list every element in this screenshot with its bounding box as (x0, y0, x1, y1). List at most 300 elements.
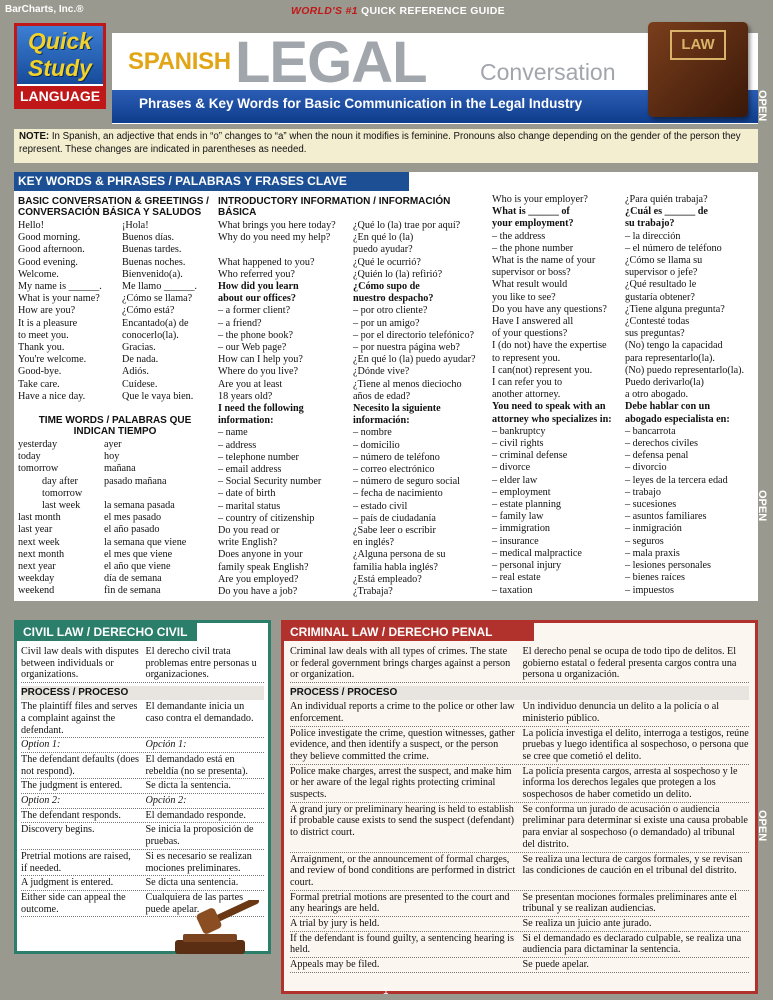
process-step (290, 727, 749, 765)
subtitle: Phrases & Key Words for Basic Communication in the Legal Industry (139, 96, 583, 111)
phrase-spanish: para representarlo(la). (625, 352, 715, 364)
phrase-spanish: el mes pasado (104, 512, 162, 524)
phrase-spanish: a otro abogado. (625, 389, 689, 401)
phrase-row (492, 316, 750, 328)
phrase-english: My name is ______. (18, 281, 102, 293)
phrase-spanish: ¿Cómo se llama su (625, 255, 703, 267)
phrase-english: – medical malpractice (492, 547, 582, 559)
process-step (21, 876, 264, 891)
civil-intro (21, 645, 264, 683)
phrase-row (492, 267, 750, 279)
phrase-row (492, 523, 750, 535)
step-english: The defendant defaults (does not respond). (21, 753, 139, 777)
phrase-row (18, 293, 212, 305)
phrase-spanish: el mes que viene (104, 548, 173, 560)
phrase-spanish: ¿Está empleado? (353, 573, 422, 585)
phrase-spanish: Encantado(a) de (122, 317, 189, 329)
step-english: Option 2: (21, 795, 61, 807)
phrase-row (18, 269, 212, 281)
step-spanish: La policía investiga el delito, interroga a testigos, reúne pruebas y luego identifica al sospechoso, o persona que se cree que cometió el delito. (522, 727, 749, 762)
phrase-row (492, 255, 750, 267)
phrase-spanish: ¿Cómo supo de (353, 281, 420, 293)
phrase-english: Where do you live? (218, 366, 299, 378)
intro-list (218, 220, 488, 598)
phrase-english: – real estate (492, 572, 541, 584)
process-step (290, 700, 749, 726)
phrase-english: What result would (492, 279, 568, 291)
criminal-intro-es: El derecho penal se ocupa de todo tipo de delitos. El gobierno estatal o federal presenta cargos contra una persona u organización. (522, 646, 737, 681)
phrase-english: You need to speak with an (492, 401, 606, 413)
phrase-spanish: supervisor o jefe? (625, 267, 698, 279)
phrase-english: – Social Security number (218, 476, 322, 488)
phrase-row (18, 561, 212, 573)
step-english: Option 1: (21, 739, 61, 751)
note-box (14, 129, 758, 163)
phrase-spanish: – lesiones personales (625, 560, 712, 572)
phrase-row (218, 354, 488, 366)
phrase-row (492, 401, 750, 413)
step-english: Police investigate the crime, question witnesses, gather evidence, and then identify a suspect, or the person they believe committed the crime. (290, 727, 515, 762)
law-label: LAW (670, 30, 726, 60)
phrase-row (492, 462, 750, 474)
phrase-spanish: Necesito la siguiente (353, 403, 441, 415)
phrase-row (218, 537, 488, 549)
phrase-english: What brings you here today? (218, 220, 336, 231)
phrase-row (492, 340, 750, 352)
employment-list (492, 194, 750, 597)
phrase-spanish: ¿Trabaja? (353, 586, 393, 598)
phrase-english: next week (18, 536, 60, 548)
process-step (290, 917, 749, 932)
phrase-english: What is the name of your (492, 255, 596, 267)
step-spanish: El demandante inicia un caso contra el demandado. (145, 701, 254, 724)
phrase-row (218, 293, 488, 305)
phrase-english: weekday (18, 573, 55, 585)
note-label: NOTE: (19, 131, 50, 142)
phrase-row (18, 232, 212, 244)
phrase-english (218, 244, 353, 256)
phrase-row (18, 220, 212, 232)
time-list (18, 439, 212, 598)
phrase-row (18, 244, 212, 256)
phrase-spanish: puedo ayudar? (353, 244, 413, 256)
phrase-english: today (18, 451, 41, 463)
phrase-spanish: el año pasado (104, 524, 160, 536)
phrase-spanish: – correo electrónico (353, 464, 435, 476)
phrase-english: – the address (492, 230, 546, 242)
phrase-english: Does anyone in your (218, 549, 303, 561)
step-english: Police make charges, arrest the suspect, and make him or her aware of the legal rights protecting criminal suspects. (290, 765, 512, 801)
phrase-row (492, 499, 750, 511)
phrase-row (218, 244, 488, 256)
phrase-row (492, 414, 750, 426)
phrase-english: Are you employed? (218, 573, 299, 585)
phrase-english: You're welcome. (18, 354, 87, 366)
logo-language: LANGUAGE (17, 86, 103, 106)
phrase-english: How are you? (18, 305, 76, 317)
phrase-row (218, 232, 488, 244)
phrase-spanish: Me llamo ______. (122, 281, 197, 293)
phrase-spanish: ¿Qué resultado le (625, 279, 697, 291)
phrase-spanish: – mala praxis (625, 547, 680, 559)
phrase-spanish: ayer (104, 439, 122, 451)
employment-column (492, 194, 750, 597)
phrase-english: How did you learn (218, 281, 299, 293)
phrase-spanish: – país de ciudadanía (353, 512, 436, 524)
phrase-english: write English? (218, 537, 278, 549)
phrase-spanish: ¿Para quién trabaja? (625, 194, 708, 205)
phrase-english: next year (18, 561, 56, 573)
phrase-english: – immigration (492, 523, 551, 535)
phrase-english: I can(not) represent you. (492, 364, 593, 376)
phrase-english: Good-bye. (18, 366, 62, 378)
phrase-row (492, 304, 750, 316)
step-spanish: Se dicta la sentencia. (145, 780, 231, 792)
phrase-row (492, 206, 750, 218)
phrase-english: I can refer you to (492, 377, 563, 389)
guide-rest: QUICK REFERENCE GUIDE (357, 5, 505, 17)
phrase-spanish: ¿Tiene alguna pregunta? (625, 303, 725, 315)
phrase-row (492, 426, 750, 438)
phrase-english: day after (42, 475, 78, 487)
phrase-english: – a friend? (218, 317, 262, 329)
civil-intro-en: Civil law deals with disputes between individuals or organizations. (21, 646, 139, 681)
time-heading: TIME WORDS / PALABRAS QUE INDICAN TIEMPO (38, 415, 192, 438)
phrase-spanish: – la dirección (625, 230, 681, 242)
step-spanish: Se realiza un juicio ante jurado. (522, 918, 652, 930)
civil-intro-es: El derecho civil trata problemas entre personas u organizaciones. (145, 646, 257, 681)
phrase-spanish: la semana pasada (104, 500, 175, 512)
phrase-spanish: – trabajo (625, 486, 661, 498)
phrase-spanish: ¿Quién lo (la) refirió? (353, 268, 443, 280)
phrase-spanish: Gracias. (122, 342, 156, 354)
phrase-english: about our offices? (218, 293, 296, 305)
gavel-icon (173, 900, 269, 956)
phrase-english: family speak English? (218, 561, 309, 573)
phrase-spanish: abogado especialista en: (625, 413, 730, 425)
phrase-row (218, 305, 488, 317)
phrase-row (492, 243, 750, 255)
phrase-spanish: De nada. (122, 354, 159, 366)
civil-body (17, 641, 268, 917)
phrase-row (18, 500, 212, 512)
phrase-spanish: Que le vaya bien. (122, 390, 194, 402)
phrase-english: – civil rights (492, 438, 544, 450)
process-step (290, 803, 749, 853)
phrase-spanish: día de semana (104, 573, 162, 585)
process-step (290, 853, 749, 891)
phrase-spanish: – estado civil (353, 500, 408, 512)
phrase-spanish: Cuídese. (122, 378, 158, 390)
phrase-row (492, 450, 750, 462)
quickstudy-logo (14, 23, 106, 109)
phrase-spanish: ¿Qué le ocurrió? (353, 256, 421, 268)
phrase-row (492, 231, 750, 243)
phrase-row (492, 438, 750, 450)
phrase-english: What is your name? (18, 293, 100, 305)
phrase-row (18, 305, 212, 317)
phrase-english: – email address (218, 464, 282, 476)
phrase-english: Are you at least (218, 378, 283, 390)
phrase-spanish: – por otro cliente? (353, 305, 428, 317)
process-step (290, 891, 749, 917)
phrase-english: – elder law (492, 474, 538, 486)
phrase-english: – employment (492, 486, 551, 498)
phrase-english: It is a pleasure (18, 317, 78, 329)
phrase-spanish: – inmigración (625, 523, 682, 535)
phrase-row (218, 513, 488, 525)
phrase-english: another attorney. (492, 389, 561, 401)
title-conversation: Conversation (480, 59, 616, 85)
phrase-english: last year (18, 524, 53, 536)
phrase-row (218, 562, 488, 574)
phrase-english: of your questions? (492, 328, 568, 340)
phrase-row (492, 475, 750, 487)
phrase-english: – the phone book? (218, 329, 293, 341)
phrase-english: to represent you. (492, 352, 561, 364)
phrase-spanish: – bienes raíces (625, 572, 685, 584)
phrase-row (18, 524, 212, 536)
phrase-english: What happened to you? (218, 256, 315, 268)
phrase-english: – bankruptcy (492, 425, 546, 437)
phrase-spanish: – el número de teléfono (625, 242, 722, 254)
phrase-row (218, 342, 488, 354)
phrase-english: What is ______ of (492, 206, 570, 218)
step-english: Either side can appeal the outcome. (21, 891, 126, 915)
step-english: Discovery begins. (21, 824, 95, 836)
phrase-english: Do you have any questions? (492, 303, 607, 315)
phrase-english: supervisor or boss? (492, 267, 571, 279)
step-english: The plaintiff files and serves a complaint against the defendant. (21, 701, 138, 736)
logo-line2: Study (28, 55, 92, 81)
criminal-process-heading: PROCESS / PROCESO (290, 686, 749, 700)
step-spanish: Si es necesario se realizan mociones preliminares. (145, 850, 252, 874)
phrase-row (218, 366, 488, 378)
phrase-english: – the phone number (492, 242, 574, 254)
phrase-spanish: Bienvenido(a). (122, 268, 183, 280)
phrase-spanish: fin de semana (104, 585, 161, 597)
phrase-row (18, 573, 212, 585)
phrase-spanish: – por un amigo? (353, 317, 420, 329)
phrase-row (492, 218, 750, 230)
phrase-row (492, 328, 750, 340)
phrase-english: – marital status (218, 500, 281, 512)
phrase-row (218, 525, 488, 537)
phrase-spanish: Buenos días. (122, 232, 175, 244)
phrase-english: Do you read or (218, 525, 280, 537)
phrase-spanish: – bancarrota (625, 425, 676, 437)
phrase-english: yesterday (18, 439, 58, 451)
phrase-row (218, 330, 488, 342)
phrase-row (218, 549, 488, 561)
phrase-row (18, 439, 212, 451)
phrase-row (218, 464, 488, 476)
civil-header: CIVIL LAW / DERECHO CIVIL (17, 623, 197, 641)
phrase-row (218, 220, 488, 232)
phrase-spanish: (No) tengo la capacidad (625, 340, 723, 352)
phrase-row (218, 427, 488, 439)
phrase-spanish: Adiós. (122, 366, 149, 378)
step-spanish: El demandado está en rebeldía (no se presenta). (145, 753, 248, 777)
phrase-english: information: (218, 415, 274, 427)
phrase-row (18, 488, 212, 500)
phrase-english: – telephone number (218, 451, 299, 463)
step-english: Arraignment, or the announcement of formal charges, and review of bond conditions are performed in district court. (290, 853, 516, 888)
phrase-row (218, 574, 488, 586)
step-spanish: Opción 1: (145, 739, 187, 751)
process-step (290, 765, 749, 803)
process-step (290, 932, 749, 958)
step-english: A judgment is entered. (21, 877, 114, 889)
phrase-row (218, 488, 488, 500)
intro-column (218, 196, 488, 598)
phrase-row (218, 379, 488, 391)
phrase-row (218, 318, 488, 330)
step-spanish: Se realiza una lectura de cargos formales, y se revisan las condiciones de caución en el tribunal del distrito. (522, 853, 743, 877)
phrase-english: Good evening. (18, 256, 78, 268)
phrase-row (492, 511, 750, 523)
phrase-english: next month (18, 548, 65, 560)
phrase-spanish: ¿Contesté todas (625, 316, 690, 328)
step-spanish: El demandado responde. (145, 809, 246, 821)
phrase-row (18, 342, 212, 354)
phrase-english: – criminal defense (492, 450, 568, 462)
phrase-english: How can I help you? (218, 354, 303, 366)
phrase-row (218, 452, 488, 464)
phrase-english: weekend (18, 585, 55, 597)
phrase-english: – a former client? (218, 305, 291, 317)
phrase-english: Do you have a job? (218, 586, 298, 598)
phrase-spanish: – asuntos familiares (625, 511, 707, 523)
publisher: BarCharts, Inc.® (5, 4, 84, 15)
phrase-row (18, 318, 212, 330)
phrase-row (492, 560, 750, 572)
process-step (21, 809, 264, 824)
phrase-english: Who referred you? (218, 268, 295, 280)
process-step (21, 738, 264, 753)
phrase-spanish: – número de teléfono (353, 451, 440, 463)
basic-list (18, 220, 212, 403)
phrase-english: Thank you. (18, 342, 65, 354)
process-step (21, 850, 264, 876)
phrase-row (18, 585, 212, 597)
phrase-english: you like to see? (492, 291, 556, 303)
title-spanish: SPANISH (128, 48, 231, 75)
page-number: 1 (383, 986, 389, 997)
step-spanish: Se inicia la proposición de pruebas. (145, 824, 254, 848)
phrase-english: – insurance (492, 535, 539, 547)
step-english: The defendant responds. (21, 809, 121, 821)
phrase-spanish: – número de seguro social (353, 476, 460, 488)
phrase-row (18, 463, 212, 475)
step-english: Formal pretrial motions are presented to the court and any hearings are held. (290, 891, 510, 915)
phrase-row (492, 487, 750, 499)
phrase-spanish: Debe hablar con un (625, 401, 711, 413)
phrase-row (492, 389, 750, 401)
step-spanish: Un individuo denuncia un delito a la policía o al ministerio público. (522, 701, 720, 724)
step-spanish: Si el demandado es declarado culpable, se realiza una audiencia para dictaminar la sentencia. (522, 932, 742, 956)
logo-line1: Quick (28, 28, 92, 54)
basic-heading: BASIC CONVERSATION & GREETINGS / CONVERSACIÓN BÁSICA Y SALUDOS (18, 196, 209, 218)
phrase-spanish: – domicilio (353, 439, 400, 451)
phrase-spanish: ¿Qué lo (la) trae por aquí? (353, 220, 461, 231)
phrase-spanish: su trabajo? (625, 218, 675, 230)
side-open-1: OPEN (756, 90, 768, 122)
phrase-english: – personal injury (492, 560, 562, 572)
phrase-spanish: – derechos civiles (625, 438, 698, 450)
step-spanish: Se puede apelar. (522, 959, 589, 971)
phrase-row (492, 377, 750, 389)
phrase-row (492, 194, 750, 206)
phrase-english: tomorrow (42, 487, 83, 499)
step-spanish: Se dicta una sentencia. (145, 877, 239, 889)
phrase-english: last week (42, 500, 81, 512)
phrase-spanish: el año que viene (104, 561, 171, 573)
phrase-row (18, 257, 212, 269)
phrase-spanish: ¿En qué lo (la) (353, 232, 414, 244)
phrase-spanish: Buenas tardes. (122, 244, 182, 256)
phrase-spanish: ¿Cómo se llama? (122, 293, 193, 305)
phrase-english: Why do you need my help? (218, 232, 331, 244)
phrase-english: Have I answered all (492, 316, 574, 328)
process-step (21, 794, 264, 809)
phrase-spanish: ¿Tiene al menos dieciocho (353, 378, 462, 390)
phrase-row (218, 586, 488, 598)
key-words-panel (14, 172, 758, 601)
phrase-english: tomorrow (18, 463, 59, 475)
phrase-spanish: – por nuestra página web? (353, 342, 460, 354)
phrase-spanish: – divorcio (625, 462, 667, 474)
phrase-row (18, 451, 212, 463)
step-spanish: Se presentan mociones formales preliminares ante el tribunal y se realizan audiencias. (522, 891, 737, 915)
criminal-body (284, 641, 755, 973)
title-legal: LEGAL (235, 30, 427, 95)
phrase-row (492, 365, 750, 377)
phrase-row (18, 330, 212, 342)
step-english: A grand jury or preliminary hearing is held to establish if probable cause exists to send the suspect (defendant) to district court. (290, 803, 515, 839)
phrase-row (218, 501, 488, 513)
phrase-row (218, 269, 488, 281)
phrase-english: – country of citizenship (218, 512, 315, 524)
criminal-law-panel (281, 620, 758, 994)
step-spanish: Cualquiera de las partes puede apelar. (145, 891, 244, 915)
phrase-row (492, 548, 750, 560)
phrase-row (492, 572, 750, 584)
step-english: A trial by jury is held. (290, 918, 380, 930)
phrase-row (218, 281, 488, 293)
phrase-english: I (do not) have the expertise (492, 340, 607, 352)
phrase-spanish: familia habla inglés? (353, 561, 438, 573)
criminal-process-list (290, 700, 749, 973)
phrase-row (18, 379, 212, 391)
law-book-image (648, 22, 748, 117)
process-step (290, 958, 749, 973)
process-step (21, 823, 264, 849)
phrase-spanish: – leyes de la tercera edad (625, 474, 728, 486)
step-english: The judgment is entered. (21, 780, 123, 792)
process-step (21, 753, 264, 779)
phrase-english: Hello! (18, 220, 45, 231)
top-bar (0, 0, 773, 20)
side-open-3: OPEN (756, 810, 768, 842)
intro-heading: INTRODUCTORY INFORMATION / INFORMACIÓN BÁSICA (218, 196, 451, 218)
step-spanish: La policía presenta cargos, arresta al sospechoso y le informa los derechos legales que protegen a los sospechosos de haber cometido un delito. (522, 765, 738, 801)
phrase-english: – divorce (492, 462, 531, 474)
key-words-header: KEY WORDS & PHRASES / PALABRAS Y FRASES CLAVE (14, 172, 409, 191)
phrase-english: Have a nice day. (18, 390, 86, 402)
step-english: Pretrial motions are raised, if needed. (21, 850, 131, 874)
basic-conversation-column (18, 196, 212, 598)
